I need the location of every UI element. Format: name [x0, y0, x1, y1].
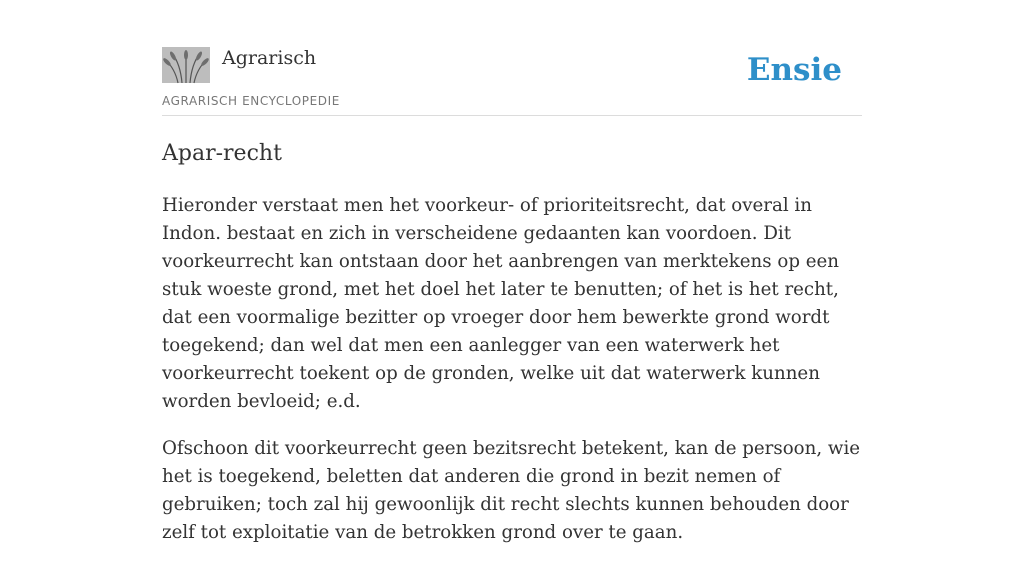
site-name[interactable]: Agrarisch	[222, 47, 317, 69]
main-container	[162, 0, 862, 543]
ensie-logo-link[interactable]: Ensie	[746, 52, 842, 88]
article-paragraph: Ofschoon dit voorkeurrecht geen bezitsrecht betekent, kan de persoon, wie het is toegekend, beletten dat anderen die grond in bezit nemen of gebruiken; toch zal hij gewoonlijk dit recht slechts kunnen behouden door zelf tot exploitatie van de betrokken grond over te gaan.	[162, 438, 861, 543]
page-title: Apar-recht	[162, 141, 282, 166]
article-body	[162, 192, 862, 566]
site-subtitle: AGRARISCH ENCYCLOPEDIE	[162, 94, 340, 108]
article-paragraph: Hieronder verstaat men het voorkeur- of prioriteitsrecht, dat overal in Indon. bestaat en zich in verscheidene gedaanten kan voordoen. Dit voorkeurrecht kan ontstaan door het aanbrengen van merktekens op een stuk woeste grond, met het doel het later te benutten; of het is het recht, dat een voormalige bezitter op vroeger door hem bewerkte grond wordt toegekend; dan wel dat men een aanlegger van een waterwerk het voorkeurrecht toekent op de gronden, welke uit dat waterwerk kunnen worden bevloeid; e.d.	[162, 195, 839, 412]
site-header	[162, 0, 862, 116]
wheat-icon[interactable]	[162, 47, 210, 83]
